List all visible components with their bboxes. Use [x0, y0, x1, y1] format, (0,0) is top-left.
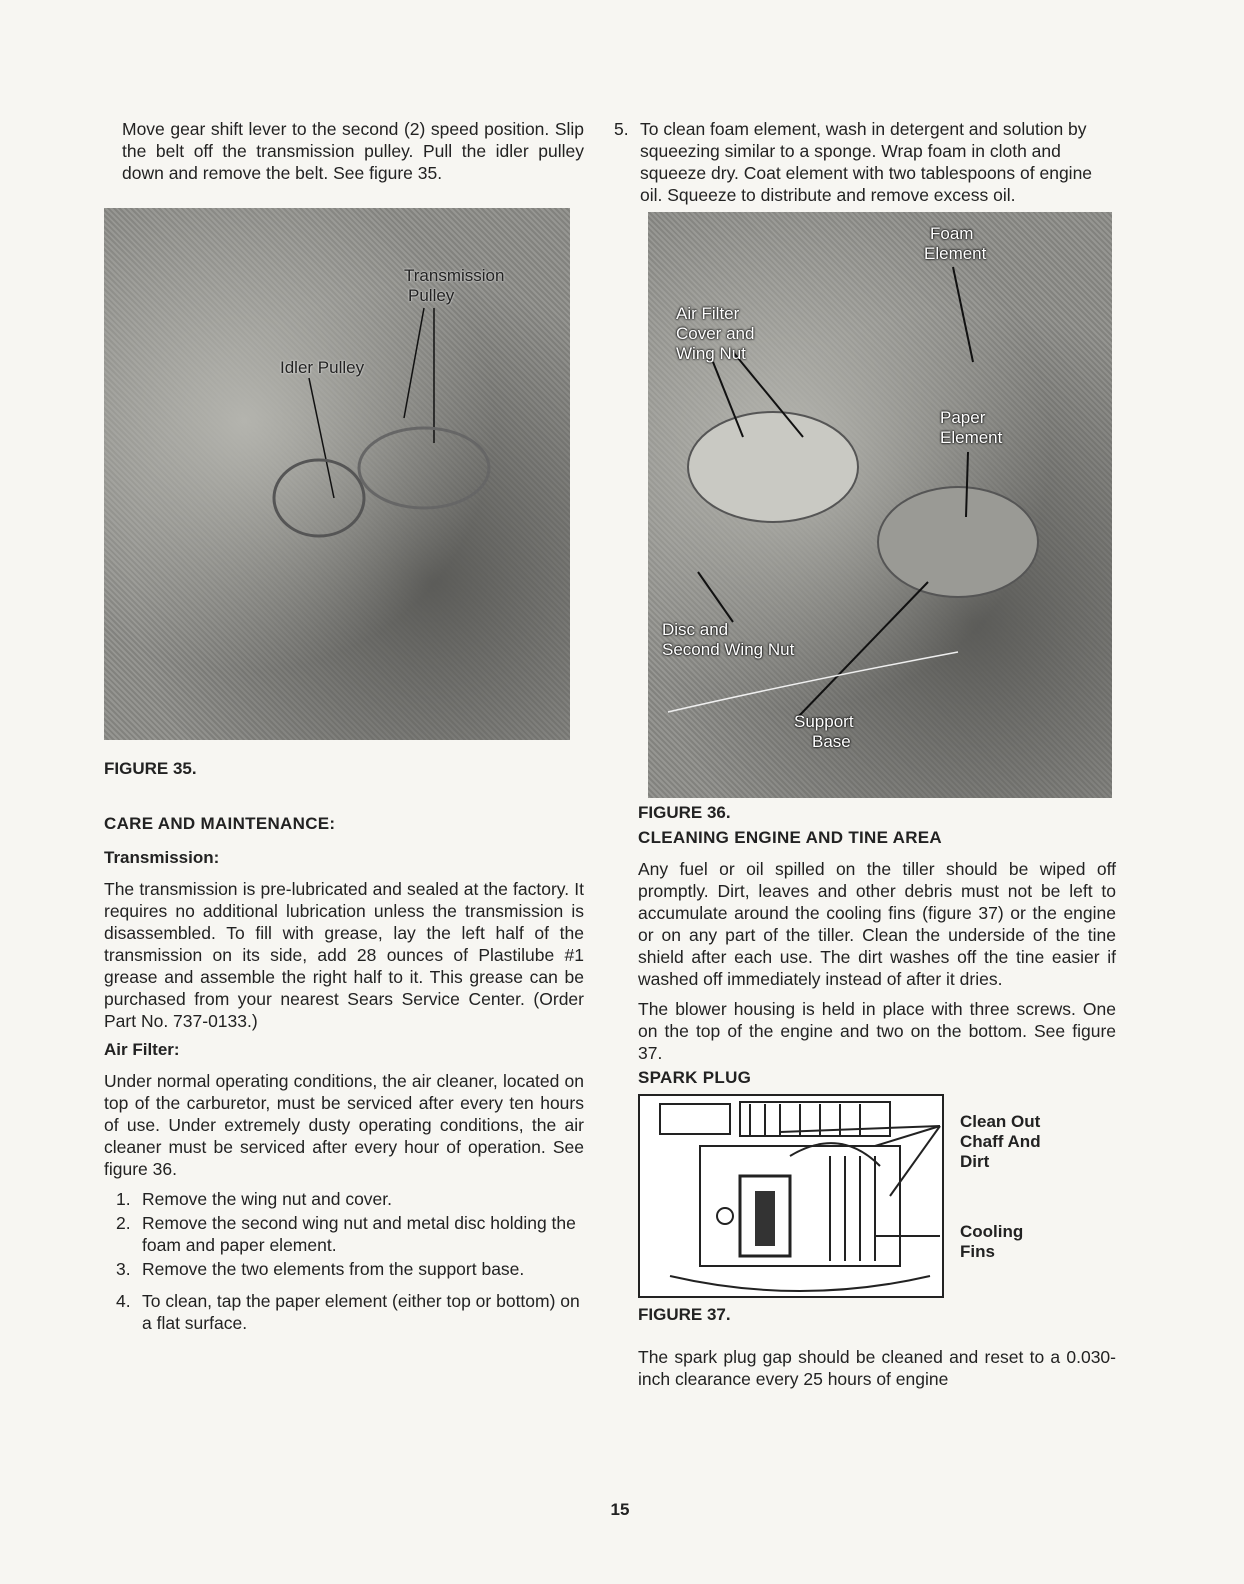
cleaning-paragraph-2: The blower housing is held in place with three screws. One on the top of the engine and two on the bottom. See figure 37.	[638, 999, 1116, 1063]
label-idler-pulley: Idler Pulley	[280, 358, 365, 377]
cleaning-paragraph-1: Any fuel or oil spilled on the tiller should be wiped off promptly. Dirt, leaves and other debris must not be left to accumulate around the cooling fins (figure 37) or the engine or on any part of the tiller. Clean the underside of the tine shield after each use. The dirt washes off the tine easier if washed off immediately instead of after it dries.	[638, 859, 1116, 989]
figure-36-caption: FIGURE 36.	[638, 803, 731, 822]
figure-37-wrapper	[638, 1094, 1116, 1302]
label-foam-element: Foam Element	[924, 224, 987, 263]
page-number: 15	[610, 1500, 630, 1519]
spark-plug-paragraph: The spark plug gap should be cleaned and reset to a 0.030-inch clearance every 25 hours of engine	[638, 1347, 1116, 1389]
transmission-paragraph: The transmission is pre-lubricated and sealed at the factory. It requires no additional lubrication unless the transmission is disassembled. To fill with grease, lay the left half of the transmission on its side, add 28 ounces of Plastilube #1 grease and assemble the right half to it. This grease can be purchased from your nearest Sears Service Center. (Order Part No. 737-0133.)	[104, 879, 584, 1031]
step-item: 2. Remove the second wing nut and metal disc holding the foam and paper element.	[116, 1213, 576, 1255]
step-item: 4. To clean, tap the paper element (either top or bottom) on a flat surface.	[116, 1291, 580, 1333]
right-column	[614, 118, 1116, 1390]
figure-37-drawing	[640, 1096, 942, 1296]
label-clean-out-chaff: Clean Out Chaff And Dirt	[960, 1112, 1041, 1171]
figure-37-caption: FIGURE 37.	[638, 1305, 731, 1324]
cleaning-heading: CLEANING ENGINE AND TINE AREA	[638, 828, 943, 847]
intro-paragraph: Move gear shift lever to the second (2) speed position. Slip the belt off the transmission pulley. Pull the idler pulley down and remove the belt. See figure 35.	[122, 119, 584, 183]
spark-plug-heading: SPARK PLUG	[638, 1068, 752, 1087]
label-cooling-fins: Cooling Fins	[960, 1222, 1024, 1261]
figure-35-caption: FIGURE 35.	[104, 759, 197, 778]
label-transmission-pulley: Transmission Pulley	[404, 266, 505, 305]
air-filter-heading: Air Filter:	[104, 1040, 180, 1059]
care-maintenance-heading: CARE AND MAINTENANCE:	[104, 814, 336, 833]
air-filter-steps	[104, 1188, 584, 1334]
air-filter-paragraph: Under normal operating conditions, the air cleaner, located on top of the carburetor, must be serviced after every ten hours of use. Under extremely dusty operating conditions, the air cleaner must be serviced after every hour of operation. See figure 36.	[104, 1071, 584, 1179]
step-item: 5. To clean foam element, wash in detergent and solution by squeezing similar to a sponge. Wrap foam in cloth and squeeze dry. Coat element with two tablespoons of engine oil. Squeeze to distribute and remove excess oil.	[614, 119, 1093, 205]
left-column	[104, 118, 584, 1334]
label-paper-element: Paper Element	[940, 408, 1003, 447]
figure-36-photo	[648, 212, 1112, 798]
step-5-list	[614, 118, 1116, 206]
label-support-base: Support Base	[794, 712, 854, 751]
label-air-filter-cover: Air Filter Cover and Wing Nut	[676, 304, 755, 363]
figure-37-diagram	[638, 1094, 944, 1298]
step-item: 3. Remove the two elements from the support base.	[116, 1259, 525, 1279]
transmission-heading: Transmission:	[104, 848, 220, 867]
label-disc-wing-nut: Disc and Second Wing Nut	[662, 620, 795, 659]
step-item: 1. Remove the wing nut and cover.	[116, 1189, 393, 1209]
figure-36-pointer-lines	[648, 212, 1112, 798]
figure-35-photo	[104, 208, 570, 740]
